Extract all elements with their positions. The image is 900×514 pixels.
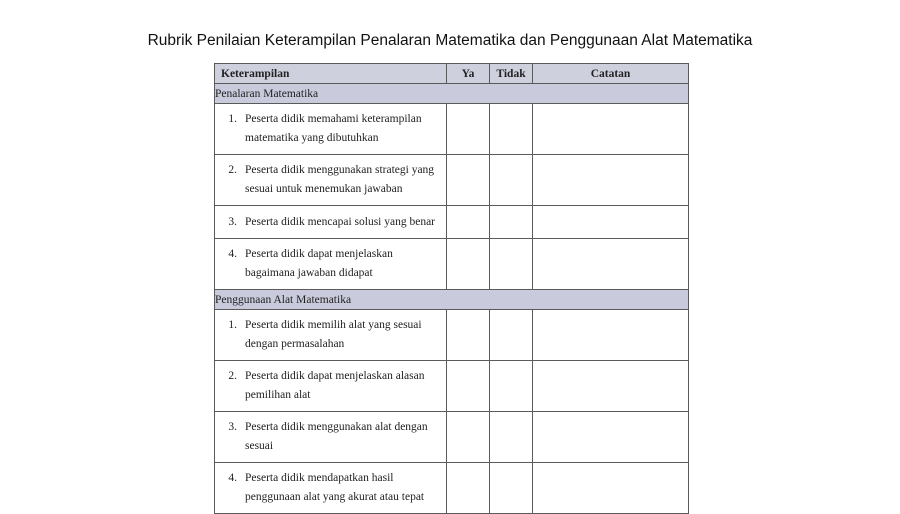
- header-no: Tidak: [490, 64, 533, 84]
- table-row: [215, 104, 689, 155]
- item-text-line1: Peserta didik memahami keterampilan: [245, 113, 422, 125]
- item-number: 4.: [228, 248, 237, 260]
- item-number: 1.: [228, 319, 237, 331]
- item-number: 4.: [228, 472, 237, 484]
- item-number: 2.: [228, 370, 237, 382]
- no-cell[interactable]: [490, 310, 533, 361]
- section-row-penggunaan-alat: [215, 290, 689, 310]
- item-text-line2: sesuai untuk menemukan jawaban: [245, 183, 403, 195]
- yes-cell[interactable]: [447, 239, 490, 290]
- yes-cell[interactable]: [447, 206, 490, 239]
- skill-cell: [215, 361, 447, 412]
- notes-cell[interactable]: [533, 155, 689, 206]
- item-text-line1: Peserta didik mencapai solusi yang benar: [245, 215, 436, 228]
- skill-cell: [215, 206, 447, 239]
- skill-cell: [215, 412, 447, 463]
- no-cell[interactable]: [490, 361, 533, 412]
- notes-cell[interactable]: [533, 206, 689, 239]
- notes-cell[interactable]: [533, 239, 689, 290]
- header-skill: Keterampilan: [215, 64, 447, 84]
- item-text-line1: Peserta didik memilih alat yang sesuai: [245, 319, 422, 331]
- header-notes: Catatan: [533, 64, 689, 84]
- skill-cell: [215, 310, 447, 361]
- table-row: [215, 155, 689, 206]
- yes-cell[interactable]: [447, 361, 490, 412]
- section-row-penalaran: [215, 84, 689, 104]
- item-text-line2: bagaimana jawaban didapat: [245, 267, 373, 279]
- item-text-line1: Peserta didik menggunakan strategi yang: [245, 164, 435, 176]
- yes-cell[interactable]: [447, 104, 490, 155]
- item-text-line1: Peserta didik dapat menjelaskan: [245, 248, 393, 260]
- notes-cell[interactable]: [533, 310, 689, 361]
- item-text-line2: sesuai: [245, 440, 274, 452]
- yes-cell[interactable]: [447, 412, 490, 463]
- item-text-line2: dengan permasalahan: [245, 338, 345, 350]
- table-row: [215, 310, 689, 361]
- notes-cell[interactable]: [533, 104, 689, 155]
- item-text-line2: penggunaan alat yang akurat atau tepat: [245, 491, 425, 503]
- header-yes: Ya: [447, 64, 490, 84]
- section-title: Penggunaan Alat Matematika: [215, 290, 689, 310]
- section-title: Penalaran Matematika: [215, 84, 689, 104]
- no-cell[interactable]: [490, 104, 533, 155]
- item-text-line2: pemilihan alat: [245, 389, 311, 401]
- item-number: 1.: [228, 113, 237, 125]
- item-number: 2.: [228, 164, 237, 176]
- no-cell[interactable]: [490, 155, 533, 206]
- rubric-table: [214, 63, 689, 514]
- skill-cell: [215, 239, 447, 290]
- no-cell[interactable]: [490, 239, 533, 290]
- item-text-line1: Peserta didik menggunakan alat dengan: [245, 421, 428, 433]
- table-row: [215, 412, 689, 463]
- notes-cell[interactable]: [533, 412, 689, 463]
- item-text-line1: Peserta didik mendapatkan hasil: [245, 472, 394, 484]
- skill-cell: [215, 104, 447, 155]
- table-row: [215, 361, 689, 412]
- item-number: 3.: [228, 215, 237, 228]
- notes-cell[interactable]: [533, 361, 689, 412]
- item-text-line2: matematika yang dibutuhkan: [245, 132, 379, 144]
- item-number: 3.: [228, 421, 237, 433]
- table-row: [215, 206, 689, 239]
- skill-cell: [215, 155, 447, 206]
- table-row: [215, 239, 689, 290]
- table-header-row: [215, 64, 689, 84]
- no-cell[interactable]: [490, 206, 533, 239]
- yes-cell[interactable]: [447, 155, 490, 206]
- page-title: Rubrik Penilaian Keterampilan Penalaran Matematika dan Penggunaan Alat Matematika: [147, 32, 753, 49]
- item-text-line1: Peserta didik dapat menjelaskan alasan: [245, 370, 425, 382]
- no-cell[interactable]: [490, 412, 533, 463]
- yes-cell[interactable]: [447, 310, 490, 361]
